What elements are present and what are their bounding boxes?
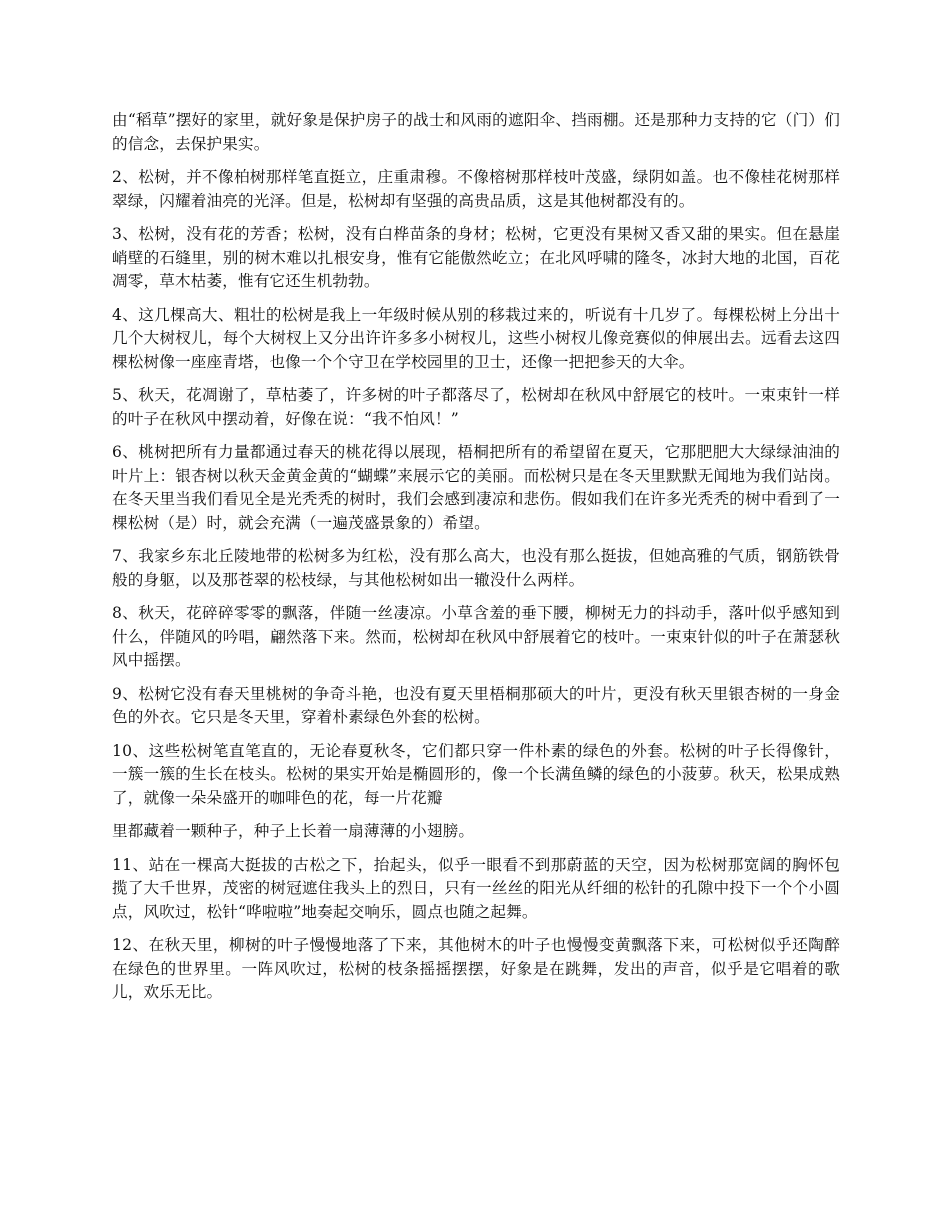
paragraph-6: 6、桃树把所有力量都通过春天的桃花得以展现，梧桐把所有的希望留在夏天，它那肥肥大大绿绿油油的叶片上：银杏树以秋天金黄金黄的“蝴蝶”来展示它的美丽。而松树只是在冬天里默默无闻地为我们站岗。在冬天里当我们看见全是光秃秃的树时，我们会感到凄凉和悲伤。假如我们在许多光秃秃的树中看到了一棵松树（是）时，就会充满（一遍茂盛景象的）希望。 — [112, 443, 840, 532]
paragraph-7: 7、我家乡东北丘陵地带的松树多为红松，没有那么高大，也没有那么挺拔，但她高雅的气质，钢筋铁骨般的身躯，以及那苍翠的松枝绿，与其他松树如出一辙没什么两样。 — [112, 547, 840, 589]
paragraph-8: 8、秋天，花碎碎零零的飘落，伴随一丝凄凉。小草含羞的垂下腰，柳树无力的抖动手，落叶似乎感知到什么，伴随风的吟唱，翩然落下来。然而，松树却在秋风中舒展着它的枝叶。一束束针似的叶子在萧瑟秋风中摇摆。 — [112, 604, 840, 669]
paragraph-5: 5、秋天，花凋谢了，草枯萎了，许多树的叶子都落尽了，松树却在秋风中舒展它的枝叶。一束束针一样的叶子在秋风中摆动着，好像在说：“我不怕风！” — [112, 386, 840, 428]
paragraph-12: 12、在秋天里，柳树的叶子慢慢地落了下来，其他树木的叶子也慢慢变黄飘落下来，可松树似乎还陶醉在绿色的世界里。一阵风吹过，松树的枝条摇摇摆摆，好象是在跳舞，发出的声音，似乎是它唱着的歌儿，欢乐无比。 — [112, 936, 840, 1001]
paragraph-11: 11、站在一棵高大挺拔的古松之下，抬起头，似乎一眼看不到那蔚蓝的天空，因为松树那宽阔的胸怀包揽了大千世界，茂密的树冠遮住我头上的烈日，只有一丝丝的阳光从纤细的松针的孔隙中投下一个个小圆点，风吹过，松针“哗啦啦”地奏起交响乐，圆点也随之起舞。 — [112, 855, 840, 921]
paragraph-1: 由“稻草”摆好的家里，就好象是保护房子的战士和风雨的遮阳伞、挡雨棚。还是那种力支持的它（门）们的信念，去保护果实。 — [112, 111, 840, 153]
paragraph-4: 4、这几棵高大、粗壮的松树是我上一年级时候从别的移栽过来的，听说有十几岁了。每棵松树上分出十几个大树杈儿，每个大树杈上又分出许许多多小树杈儿，这些小树杈儿像竞赛似的伸展出去。远看去这四棵松树像一座座青塔，也像一个个守卫在学校园里的卫士，还像一把把参天的大伞。 — [112, 305, 840, 371]
paragraph-2: 2、松树，并不像柏树那样笔直挺立，庄重肃穆。不像榕树那样枝叶茂盛，绿阴如盖。也不像桂花树那样翠绿，闪耀着油亮的光泽。但是，松树却有坚强的高贵品质，这是其他树都没有的。 — [112, 168, 840, 210]
paragraph-10: 10、这些松树笔直笔直的，无论春夏秋冬，它们都只穿一件朴素的绿色的外套。松树的叶子长得像针，一簇一簇的生长在枝头。松树的果实开始是椭圆形的，像一个长满鱼鳞的绿色的小菠萝。秋天，松果成熟了，就像一朵朵盛开的咖啡色的花，每一片花瓣 — [112, 741, 840, 807]
paragraph-3: 3、松树，没有花的芳香；松树，没有白桦苗条的身材；松树，它更没有果树又香又甜的果实。但在悬崖峭壁的石缝里，别的树木难以扎根安身，惟有它能傲然屹立；在北风呼啸的隆冬，冰封大地的北国，百花凋零，草木枯萎，惟有它还生机勃勃。 — [112, 225, 840, 290]
document-page — [112, 109, 840, 1015]
paragraph-10-continued: 里都藏着一颗种子，种子上长着一扇薄薄的小翅膀。 — [112, 822, 475, 840]
paragraph-9: 9、松树它没有春天里桃树的争奇斗艳，也没有夏天里梧桐那硕大的叶片，更没有秋天里银杏树的一身金色的外衣。它只是冬天里，穿着朴素绿色外套的松树。 — [112, 684, 840, 726]
